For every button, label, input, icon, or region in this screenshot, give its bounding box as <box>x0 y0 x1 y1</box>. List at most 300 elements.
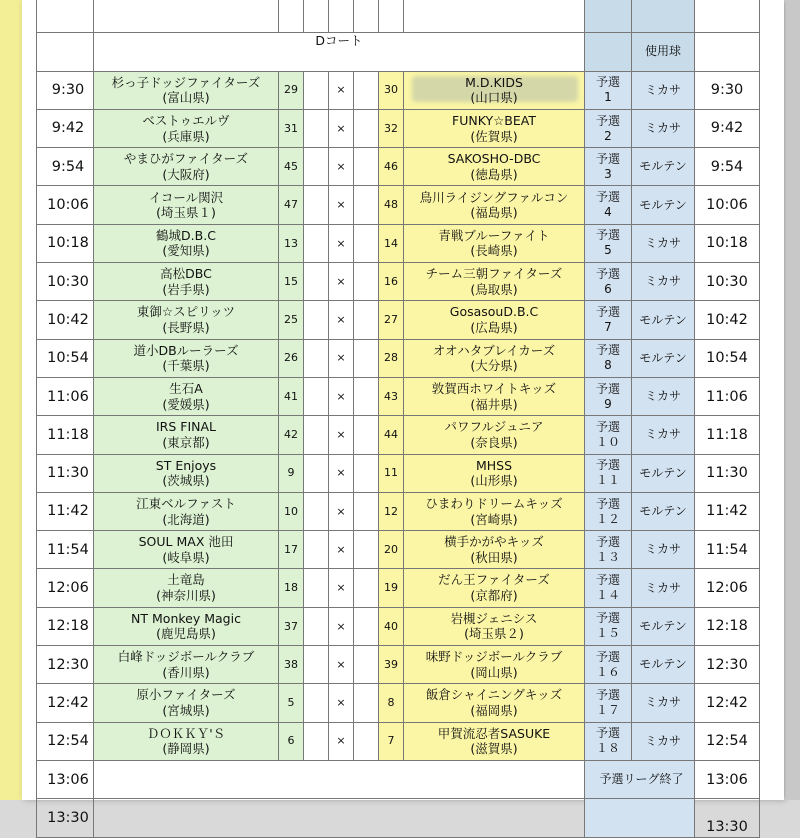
team-a-cell <box>94 722 279 760</box>
round-cell <box>585 71 632 109</box>
ball-brand: モルテン <box>632 492 695 530</box>
team-a-cell <box>94 301 279 339</box>
match-row <box>37 646 760 684</box>
score-a-cell <box>304 148 329 186</box>
team-a-name: 杉っ子ドッジファイターズ <box>111 74 261 90</box>
score-a-cell <box>304 492 329 530</box>
match-time: 10:54 <box>37 339 94 377</box>
team-a-prefecture: (北海道) <box>162 511 210 527</box>
score-b-cell <box>354 71 379 109</box>
team-a-cell <box>94 109 279 147</box>
team-a-name: 江東ベルファスト <box>136 495 236 511</box>
team-a-prefecture: (鹿児島県) <box>156 626 216 642</box>
round-label: 予選 <box>595 305 620 320</box>
ball-brand: ミカサ <box>632 722 695 760</box>
ball-brand: ミカサ <box>632 416 695 454</box>
score-b-cell <box>354 454 379 492</box>
team-b-name: パワフルジュニア <box>444 419 544 435</box>
match-time-right: 11:18 <box>695 416 760 454</box>
match-time-right: 10:06 <box>695 186 760 224</box>
ball-brand: モルテン <box>632 646 695 684</box>
round-label: 予選 <box>595 75 620 90</box>
score-a-cell <box>304 531 329 569</box>
match-time-right: 12:54 <box>695 722 760 760</box>
schedule-table <box>36 0 760 838</box>
prelim-end-message: 予選リーグ終了 <box>585 760 695 798</box>
match-time-right: 11:30 <box>695 454 760 492</box>
team-a-name: IRS FINAL <box>155 419 217 435</box>
ball-brand: ミカサ <box>632 569 695 607</box>
team-b-prefecture: (広島県) <box>470 320 518 336</box>
versus-mark: × <box>329 224 354 262</box>
team-b-cell <box>404 531 585 569</box>
team-b-prefecture: (大分県) <box>470 358 518 374</box>
ball-brand: モルテン <box>632 148 695 186</box>
versus-mark: × <box>329 646 354 684</box>
score-a-cell <box>304 301 329 339</box>
versus-mark: × <box>329 569 354 607</box>
team-b-name: 味野ドッジボールクラブ <box>425 649 563 665</box>
round-number: １３ <box>595 549 620 564</box>
score-b-cell <box>354 377 379 415</box>
team-a-cell <box>94 607 279 645</box>
team-b-prefecture: (埼玉県２) <box>464 626 524 642</box>
last-blank <box>94 799 585 837</box>
team-a-name: ST Enjoys <box>155 457 217 473</box>
team-b-prefecture: (奈良県) <box>470 434 518 450</box>
team-a-name: 生石A <box>169 380 203 396</box>
versus-mark: × <box>329 492 354 530</box>
match-row <box>37 263 760 301</box>
match-time: 11:30 <box>37 454 94 492</box>
score-a-cell <box>304 186 329 224</box>
team-a-number: 9 <box>279 454 304 492</box>
team-a-prefecture: (静岡県) <box>162 741 210 757</box>
team-a-prefecture: (埼玉県１) <box>156 205 216 221</box>
team-b-cell <box>404 301 585 339</box>
team-a-number: 38 <box>279 646 304 684</box>
match-time: 10:06 <box>37 186 94 224</box>
round-cell <box>585 186 632 224</box>
score-b-cell <box>354 109 379 147</box>
team-a-number: 17 <box>279 531 304 569</box>
team-a-name: やまひがファイターズ <box>123 151 249 167</box>
team-b-cell <box>404 186 585 224</box>
top-partial-row <box>37 0 760 33</box>
score-b-cell <box>354 607 379 645</box>
team-b-number: 20 <box>379 531 404 569</box>
team-a-prefecture: (茨城県) <box>162 473 210 489</box>
versus-mark: × <box>329 454 354 492</box>
team-b-cell <box>404 416 585 454</box>
team-a-name: イコール関沢 <box>148 189 224 205</box>
match-row <box>37 416 760 454</box>
round-number: 5 <box>604 243 612 258</box>
round-label: 予選 <box>595 343 620 358</box>
team-b-name: 横手かがやキッズ <box>444 534 544 550</box>
score-a-cell <box>304 339 329 377</box>
team-a-cell <box>94 416 279 454</box>
ball-brand: モルテン <box>632 339 695 377</box>
ball-brand: モルテン <box>632 186 695 224</box>
team-b-prefecture: (長崎県) <box>470 243 518 259</box>
round-number: 9 <box>604 396 612 411</box>
versus-mark: × <box>329 148 354 186</box>
team-a-name: 白峰ドッジボールクラブ <box>117 649 255 665</box>
team-a-number: 47 <box>279 186 304 224</box>
team-a-cell <box>94 454 279 492</box>
team-a-name: 道小DBルーラーズ <box>133 342 239 358</box>
match-time: 10:18 <box>37 224 94 262</box>
team-a-name: NT Monkey Magic <box>131 610 241 626</box>
round-label: 予選 <box>595 573 620 588</box>
team-b-cell <box>404 569 585 607</box>
round-label: 予選 <box>595 687 620 702</box>
round-label: 予選 <box>595 726 620 741</box>
right-edge <box>786 0 800 800</box>
team-b-prefecture: (福島県) <box>470 205 518 221</box>
round-number: １０ <box>595 434 620 449</box>
team-b-cell <box>404 109 585 147</box>
team-a-prefecture: (岩手県) <box>162 281 210 297</box>
match-time: 9:54 <box>37 148 94 186</box>
team-b-prefecture: (秋田県) <box>470 549 518 565</box>
team-a-cell <box>94 263 279 301</box>
team-b-name: FUNKY☆BEAT <box>452 112 536 128</box>
score-a-cell <box>304 722 329 760</box>
score-a-cell <box>304 454 329 492</box>
team-b-number: 28 <box>379 339 404 377</box>
team-b-number: 43 <box>379 377 404 415</box>
team-a-cell <box>94 569 279 607</box>
match-row <box>37 722 760 760</box>
match-row <box>37 301 760 339</box>
score-a-cell <box>304 71 329 109</box>
team-b-number: 48 <box>379 186 404 224</box>
team-a-cell <box>94 186 279 224</box>
team-a-number: 29 <box>279 71 304 109</box>
match-time-right: 9:42 <box>695 109 760 147</box>
match-row <box>37 186 760 224</box>
round-number: １２ <box>595 511 620 526</box>
team-b-prefecture: (岡山県) <box>470 664 518 680</box>
round-number: １５ <box>595 626 620 641</box>
round-cell <box>585 531 632 569</box>
team-a-prefecture: (大阪府) <box>162 166 210 182</box>
round-label: 予選 <box>595 611 620 626</box>
score-a-cell <box>304 569 329 607</box>
team-a-prefecture: (長野県) <box>162 320 210 336</box>
last-time-right: 13:30 <box>695 799 760 837</box>
ball-brand: ミカサ <box>632 71 695 109</box>
team-a-name: ＤＯＫＫＹ'Ｓ <box>146 725 226 741</box>
team-b-prefecture: (福岡県) <box>470 702 518 718</box>
score-a-cell <box>304 377 329 415</box>
round-cell <box>585 569 632 607</box>
team-a-cell <box>94 646 279 684</box>
score-a-cell <box>304 684 329 722</box>
match-time-right: 11:54 <box>695 531 760 569</box>
score-a-cell <box>304 224 329 262</box>
team-b-name: 青戦ブルーファイト <box>438 227 550 243</box>
versus-mark: × <box>329 722 354 760</box>
round-cell <box>585 607 632 645</box>
team-a-cell <box>94 531 279 569</box>
match-row <box>37 148 760 186</box>
team-a-name: 原小ファイターズ <box>136 687 236 703</box>
score-a-cell <box>304 263 329 301</box>
versus-mark: × <box>329 377 354 415</box>
ball-brand: ミカサ <box>632 109 695 147</box>
match-time-right: 12:06 <box>695 569 760 607</box>
last-time: 13:30 <box>37 799 94 837</box>
score-b-cell <box>354 339 379 377</box>
ball-brand: モルテン <box>632 454 695 492</box>
match-time-right: 9:30 <box>695 71 760 109</box>
match-time-right: 12:18 <box>695 607 760 645</box>
team-b-name: ひまわりドリームキッズ <box>425 495 563 511</box>
team-b-cell <box>404 148 585 186</box>
match-row <box>37 339 760 377</box>
ball-brand: ミカサ <box>632 224 695 262</box>
match-row <box>37 531 760 569</box>
match-row <box>37 224 760 262</box>
versus-mark: × <box>329 339 354 377</box>
match-time: 9:30 <box>37 71 94 109</box>
team-b-cell <box>404 492 585 530</box>
team-b-number: 40 <box>379 607 404 645</box>
round-number: １４ <box>595 588 620 603</box>
match-time: 11:42 <box>37 492 94 530</box>
team-a-cell <box>94 339 279 377</box>
team-a-number: 25 <box>279 301 304 339</box>
round-label: 予選 <box>595 649 620 664</box>
round-label: 予選 <box>595 419 620 434</box>
team-a-name: 鶴城D.B.C <box>156 227 216 243</box>
round-label: 予選 <box>595 266 620 281</box>
match-time: 10:42 <box>37 301 94 339</box>
team-a-number: 13 <box>279 224 304 262</box>
score-b-cell <box>354 301 379 339</box>
round-label: 予選 <box>595 496 620 511</box>
team-b-name: チーム三朝ファイターズ <box>425 266 563 282</box>
round-number: １１ <box>595 473 620 488</box>
team-b-number: 19 <box>379 569 404 607</box>
round-number: 6 <box>604 281 612 296</box>
ball-brand: モルテン <box>632 301 695 339</box>
team-b-number: 44 <box>379 416 404 454</box>
team-b-number: 30 <box>379 71 404 109</box>
team-b-number: 27 <box>379 301 404 339</box>
team-a-number: 26 <box>279 339 304 377</box>
score-a-cell <box>304 607 329 645</box>
team-b-prefecture: (鳥取県) <box>470 281 518 297</box>
versus-mark: × <box>329 263 354 301</box>
team-a-number: 31 <box>279 109 304 147</box>
match-time-right: 10:18 <box>695 224 760 262</box>
team-a-prefecture: (宮城県) <box>162 702 210 718</box>
court-header-row <box>37 33 760 71</box>
team-a-number: 5 <box>279 684 304 722</box>
score-b-cell <box>354 684 379 722</box>
round-cell <box>585 377 632 415</box>
round-cell <box>585 684 632 722</box>
team-a-prefecture: (富山県) <box>162 90 210 106</box>
match-time-right: 12:42 <box>695 684 760 722</box>
team-a-cell <box>94 377 279 415</box>
team-b-prefecture: (宮崎県) <box>470 511 518 527</box>
versus-mark: × <box>329 109 354 147</box>
score-b-cell <box>354 263 379 301</box>
team-b-prefecture: (佐賀県) <box>470 128 518 144</box>
score-b-cell <box>354 416 379 454</box>
round-number: 1 <box>604 90 612 105</box>
team-a-number: 45 <box>279 148 304 186</box>
match-time: 11:18 <box>37 416 94 454</box>
team-b-name: MHSS <box>475 457 513 473</box>
match-time: 11:06 <box>37 377 94 415</box>
team-a-prefecture: (愛知県) <box>162 243 210 259</box>
team-a-prefecture: (愛媛県) <box>162 396 210 412</box>
round-cell <box>585 263 632 301</box>
round-label: 予選 <box>595 381 620 396</box>
team-a-prefecture: (神奈川県) <box>156 588 216 604</box>
end-time-right: 13:06 <box>695 760 760 798</box>
versus-mark: × <box>329 71 354 109</box>
team-b-name: 鳥川ライジングファルコン <box>419 189 569 205</box>
team-a-number: 6 <box>279 722 304 760</box>
score-b-cell <box>354 722 379 760</box>
team-a-number: 42 <box>279 416 304 454</box>
team-a-prefecture: (東京都) <box>162 434 210 450</box>
team-b-number: 7 <box>379 722 404 760</box>
ball-brand: モルテン <box>632 607 695 645</box>
team-a-prefecture: (香川県) <box>162 664 210 680</box>
round-cell <box>585 646 632 684</box>
match-time-right: 12:30 <box>695 646 760 684</box>
round-number: 2 <box>604 128 612 143</box>
team-b-cell <box>404 722 585 760</box>
team-b-name: 敦賀西ホワイトキッズ <box>431 380 557 396</box>
round-cell <box>585 301 632 339</box>
match-row <box>37 71 760 109</box>
team-a-number: 10 <box>279 492 304 530</box>
match-time: 11:54 <box>37 531 94 569</box>
team-b-number: 32 <box>379 109 404 147</box>
team-b-number: 11 <box>379 454 404 492</box>
team-b-cell <box>404 263 585 301</box>
match-row <box>37 454 760 492</box>
match-time-right: 11:42 <box>695 492 760 530</box>
team-a-cell <box>94 224 279 262</box>
round-cell <box>585 416 632 454</box>
score-a-cell <box>304 416 329 454</box>
team-b-number: 12 <box>379 492 404 530</box>
team-b-number: 39 <box>379 646 404 684</box>
team-b-name: 岩槻ジェニシス <box>450 610 538 626</box>
score-b-cell <box>354 646 379 684</box>
team-a-prefecture: (兵庫県) <box>162 128 210 144</box>
team-b-name: オオハタブレイカーズ <box>432 342 556 358</box>
round-cell <box>585 148 632 186</box>
round-number: 7 <box>604 320 612 335</box>
end-time: 13:06 <box>37 760 94 798</box>
round-cell <box>585 722 632 760</box>
team-b-cell <box>404 339 585 377</box>
match-row <box>37 492 760 530</box>
match-time: 12:06 <box>37 569 94 607</box>
match-row <box>37 109 760 147</box>
score-b-cell <box>354 224 379 262</box>
team-a-cell <box>94 492 279 530</box>
match-time: 12:42 <box>37 684 94 722</box>
ball-brand: ミカサ <box>632 684 695 722</box>
ball-brand: ミカサ <box>632 531 695 569</box>
end-blank <box>94 760 585 798</box>
team-b-number: 8 <box>379 684 404 722</box>
match-time-right: 11:06 <box>695 377 760 415</box>
round-number: 8 <box>604 358 612 373</box>
team-b-cell <box>404 684 585 722</box>
round-number: １７ <box>595 702 620 717</box>
round-cell <box>585 109 632 147</box>
end-row <box>37 760 760 798</box>
round-number: １８ <box>595 741 620 756</box>
team-b-prefecture: (滋賀県) <box>470 741 518 757</box>
match-row <box>37 607 760 645</box>
match-row <box>37 569 760 607</box>
match-time-right: 10:30 <box>695 263 760 301</box>
team-b-name: M.D.KIDS <box>465 74 523 90</box>
team-b-name: SAKOSHO-DBC <box>447 151 541 167</box>
score-b-cell <box>354 531 379 569</box>
team-b-prefecture: (山形県) <box>470 473 518 489</box>
ball-brand: ミカサ <box>632 263 695 301</box>
ball-header: 使用球 <box>632 33 695 71</box>
round-label: 予選 <box>595 151 620 166</box>
team-b-name: 甲賀流忍者SASUKE <box>437 725 551 741</box>
team-a-number: 41 <box>279 377 304 415</box>
round-label: 予選 <box>595 190 620 205</box>
match-time: 9:42 <box>37 109 94 147</box>
team-a-name: ベストゥエルヴ <box>142 112 230 128</box>
versus-mark: × <box>329 531 354 569</box>
score-b-cell <box>354 492 379 530</box>
round-cell <box>585 339 632 377</box>
team-b-number: 14 <box>379 224 404 262</box>
versus-mark: × <box>329 607 354 645</box>
team-a-name: 土竜島 <box>167 572 205 588</box>
score-a-cell <box>304 109 329 147</box>
court-label: Dコート <box>94 33 585 71</box>
schedule-sheet <box>22 0 784 836</box>
team-a-cell <box>94 71 279 109</box>
match-time-right: 10:42 <box>695 301 760 339</box>
score-b-cell <box>354 186 379 224</box>
team-b-cell <box>404 646 585 684</box>
team-b-number: 16 <box>379 263 404 301</box>
team-b-cell <box>404 377 585 415</box>
team-b-cell <box>404 71 585 109</box>
round-label: 予選 <box>595 228 620 243</box>
versus-mark: × <box>329 684 354 722</box>
team-a-name: SOUL MAX 池田 <box>138 534 234 550</box>
team-b-name: 飯倉シャイニングキッズ <box>425 687 563 703</box>
round-label: 予選 <box>595 458 620 473</box>
match-time-right: 9:54 <box>695 148 760 186</box>
team-b-prefecture: (徳島県) <box>470 166 518 182</box>
team-a-prefecture: (千葉県) <box>162 358 210 374</box>
